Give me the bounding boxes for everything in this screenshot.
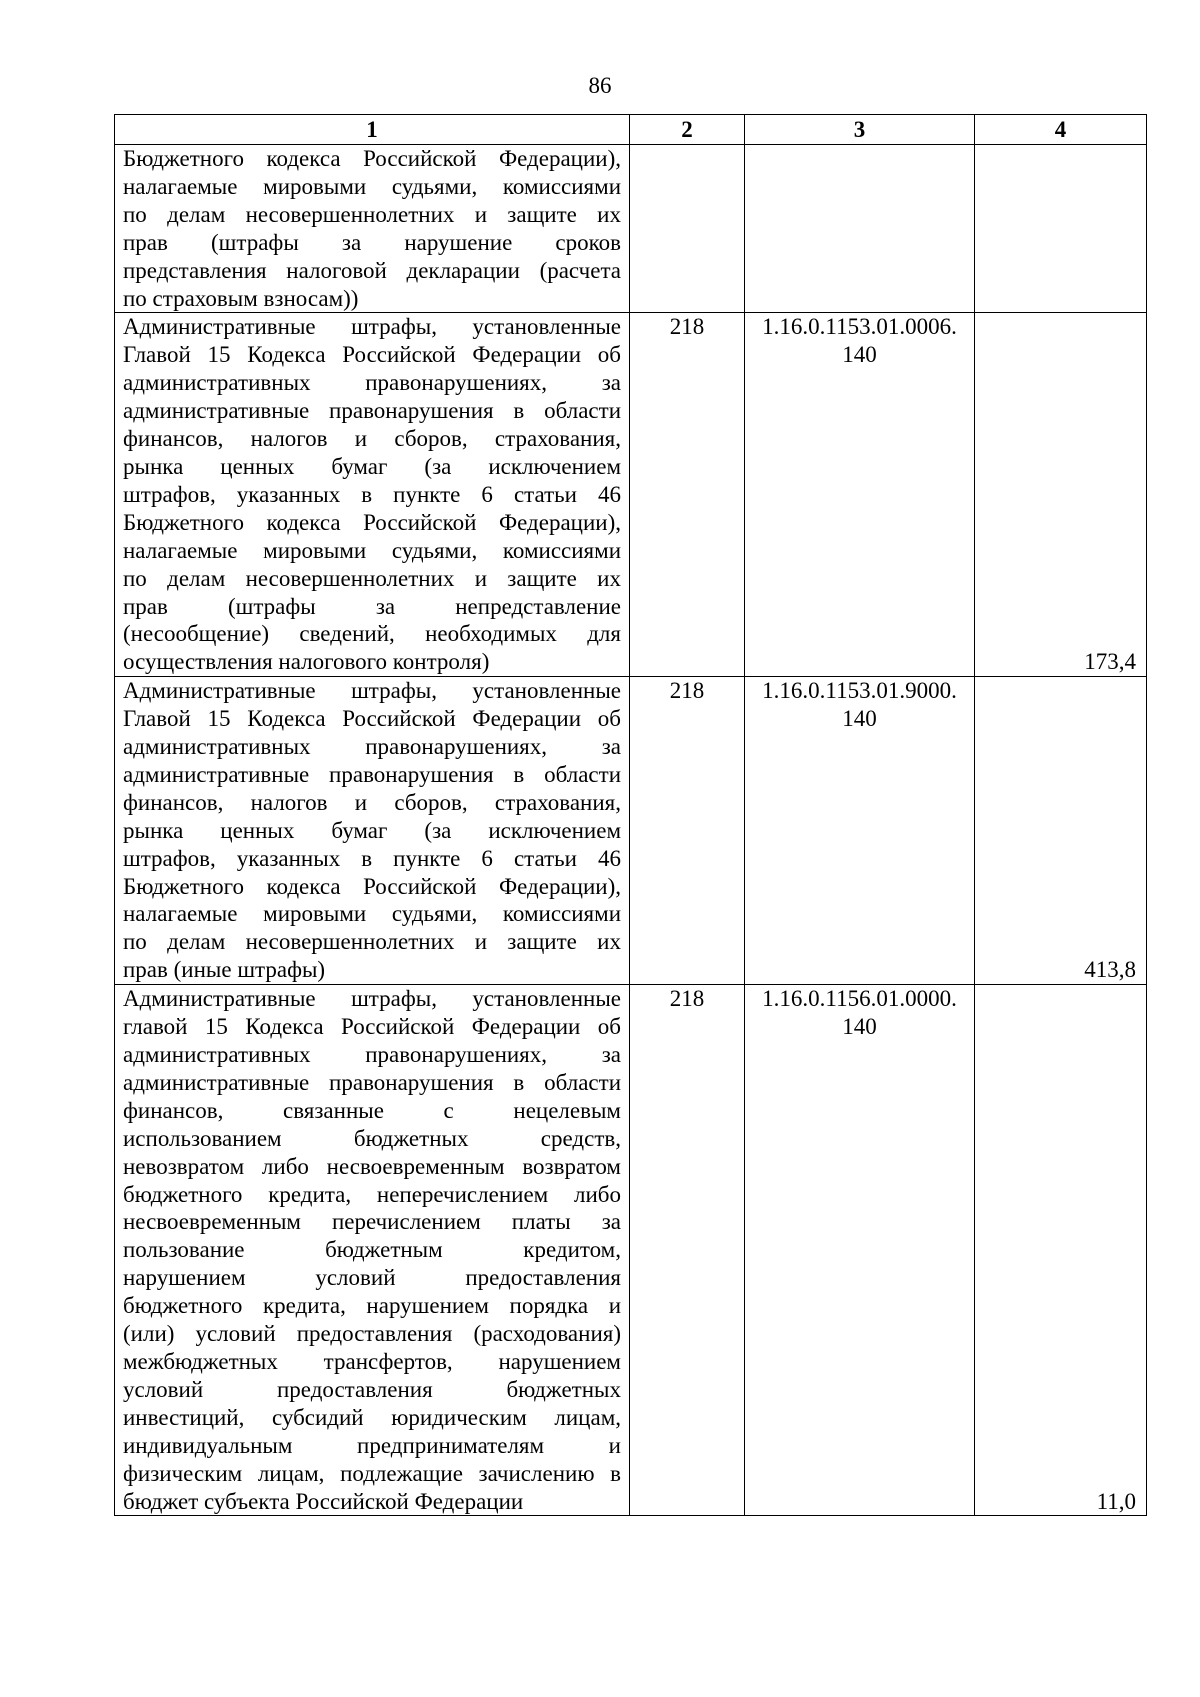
revenue-name-line: бюджетного кредита, нарушением порядка и [123,1293,621,1319]
revenue-name-line: финансов, связанные с нецелевым [123,1097,621,1123]
administrator-code-cell: 218 [630,313,745,677]
revenue-name-line: по делам несовершеннолетних и защите их [123,565,621,591]
classification-code-line: 1.16.0.1156.01.0000. [762,986,957,1012]
revenue-name-line: финансов, налогов и сборов, страхования, [123,426,621,452]
revenue-name-line: осуществления налогового контроля) [123,649,490,675]
revenue-name-line: прав (иные штрафы) [123,957,326,983]
revenue-name-line: главой 15 Кодекса Российской Федерации об [123,1014,621,1040]
revenue-name-line: условий предоставления бюджетных [123,1376,621,1402]
revenue-name-line: физическим лицам, подлежащие зачислению в [123,1460,621,1486]
revenue-name-cell [115,677,630,985]
administrator-code-cell: 218 [630,985,745,1516]
budget-classification-code-cell [745,985,975,1516]
revenue-name-line: использованием бюджетных средств, [123,1125,621,1151]
administrator-code-cell [630,145,745,313]
table-row [115,313,1147,677]
revenue-name-line: рынка ценных бумаг (за исключением [123,453,621,479]
budget-classification-code-cell [745,677,975,985]
revenue-name-line: финансов, налогов и сборов, страхования, [123,789,621,815]
revenue-name-line: административные правонарушения в области [123,1069,621,1095]
column-header-1: 1 [115,115,630,145]
administrator-code-cell: 218 [630,677,745,985]
revenue-name-line: инвестиций, субсидий юридическим лицам, [123,1404,621,1430]
table-row [115,145,1147,313]
revenue-name-cell [115,145,630,313]
revenue-name-line: представления налоговой декларации (расчета [123,257,621,283]
budget-classification-code-cell [745,145,975,313]
revenue-name-line: штрафов, указанных в пункте 6 статьи 46 [123,481,621,507]
revenue-name-line: прав (штрафы за непредставление [123,593,621,619]
revenue-name-line: Бюджетного кодекса Российской Федерации), [123,873,621,899]
revenue-name-line: (несообщение) сведений, необходимых для [123,621,621,647]
classification-code-line: 1.16.0.1153.01.9000. [762,678,957,704]
revenue-name-line: по страховым взносам)) [123,285,359,311]
revenue-name-line: налагаемые мировыми судьями, комиссиями [123,537,621,563]
classification-code-line: 140 [842,1014,877,1040]
revenue-name-line: административных правонарушениях, за [123,1042,621,1067]
revenue-name-line: налагаемые мировыми судьями, комиссиями [123,901,621,927]
classification-code-line: 140 [842,342,877,368]
revenue-name-line: Бюджетного кодекса Российской Федерации), [123,146,621,171]
table-row [115,985,1147,1516]
revenue-name-line: по делам несовершеннолетних и защите их [123,929,621,955]
revenue-name-line: по делам несовершеннолетних и защите их [123,201,621,227]
revenue-name-line: административные правонарушения в области [123,398,621,424]
revenue-name-line: Главой 15 Кодекса Российской Федерации об [123,706,621,732]
table-row [115,677,1147,985]
column-header-3: 3 [745,115,975,145]
revenue-name-line: административных правонарушениях, за [123,734,621,760]
revenue-name-cell [115,985,630,1516]
revenue-name-line: Административные штрафы, установленные [123,986,621,1012]
revenue-name-line: пользование бюджетным кредитом, [123,1237,621,1263]
revenue-name-line: рынка ценных бумаг (за исключением [123,817,621,843]
column-header-2: 2 [630,115,745,145]
column-header-4: 4 [975,115,1147,145]
revenue-name-line: бюджетного кредита, неперечислением либо [123,1181,621,1207]
revenue-name-line: межбюджетных трансфертов, нарушением [123,1348,621,1374]
revenue-name-line: несвоевременным перечислением платы за [123,1209,621,1235]
amount-cell [975,145,1147,313]
classification-code-line: 140 [842,706,877,732]
table-header-row [115,115,1147,145]
table-body [115,145,1147,1516]
revenue-name-line: налагаемые мировыми судьями, комиссиями [123,173,621,199]
revenue-name-line: штрафов, указанных в пункте 6 статьи 46 [123,845,621,871]
revenue-name-line: административных правонарушениях, за [123,370,621,396]
revenue-name-cell [115,313,630,677]
revenue-name-line: Главой 15 Кодекса Российской Федерации об [123,342,621,368]
amount-cell: 413,8 [975,677,1147,985]
amount-cell: 173,4 [975,313,1147,677]
revenue-name-line: административные правонарушения в области [123,761,621,787]
revenue-name-line: Бюджетного кодекса Российской Федерации), [123,509,621,535]
revenue-name-line: невозвратом либо несвоевременным возвратом [123,1153,621,1179]
revenue-name-line: прав (штрафы за нарушение сроков [123,229,621,255]
amount-cell: 11,0 [975,985,1147,1516]
budget-revenue-table [114,114,1147,1516]
revenue-name-line: Административные штрафы, установленные [123,678,621,704]
revenue-name-line: индивидуальным предпринимателям и [123,1432,621,1458]
revenue-name-line: (или) условий предоставления (расходования) [123,1321,621,1347]
revenue-name-line: Административные штрафы, установленные [123,314,621,340]
revenue-name-line: бюджет субъекта Российской Федерации [123,1488,524,1514]
classification-code-line: 1.16.0.1153.01.0006. [762,314,957,340]
revenue-name-line: нарушением условий предоставления [123,1265,621,1291]
page-number: 86 [588,73,612,98]
budget-classification-code-cell [745,313,975,677]
